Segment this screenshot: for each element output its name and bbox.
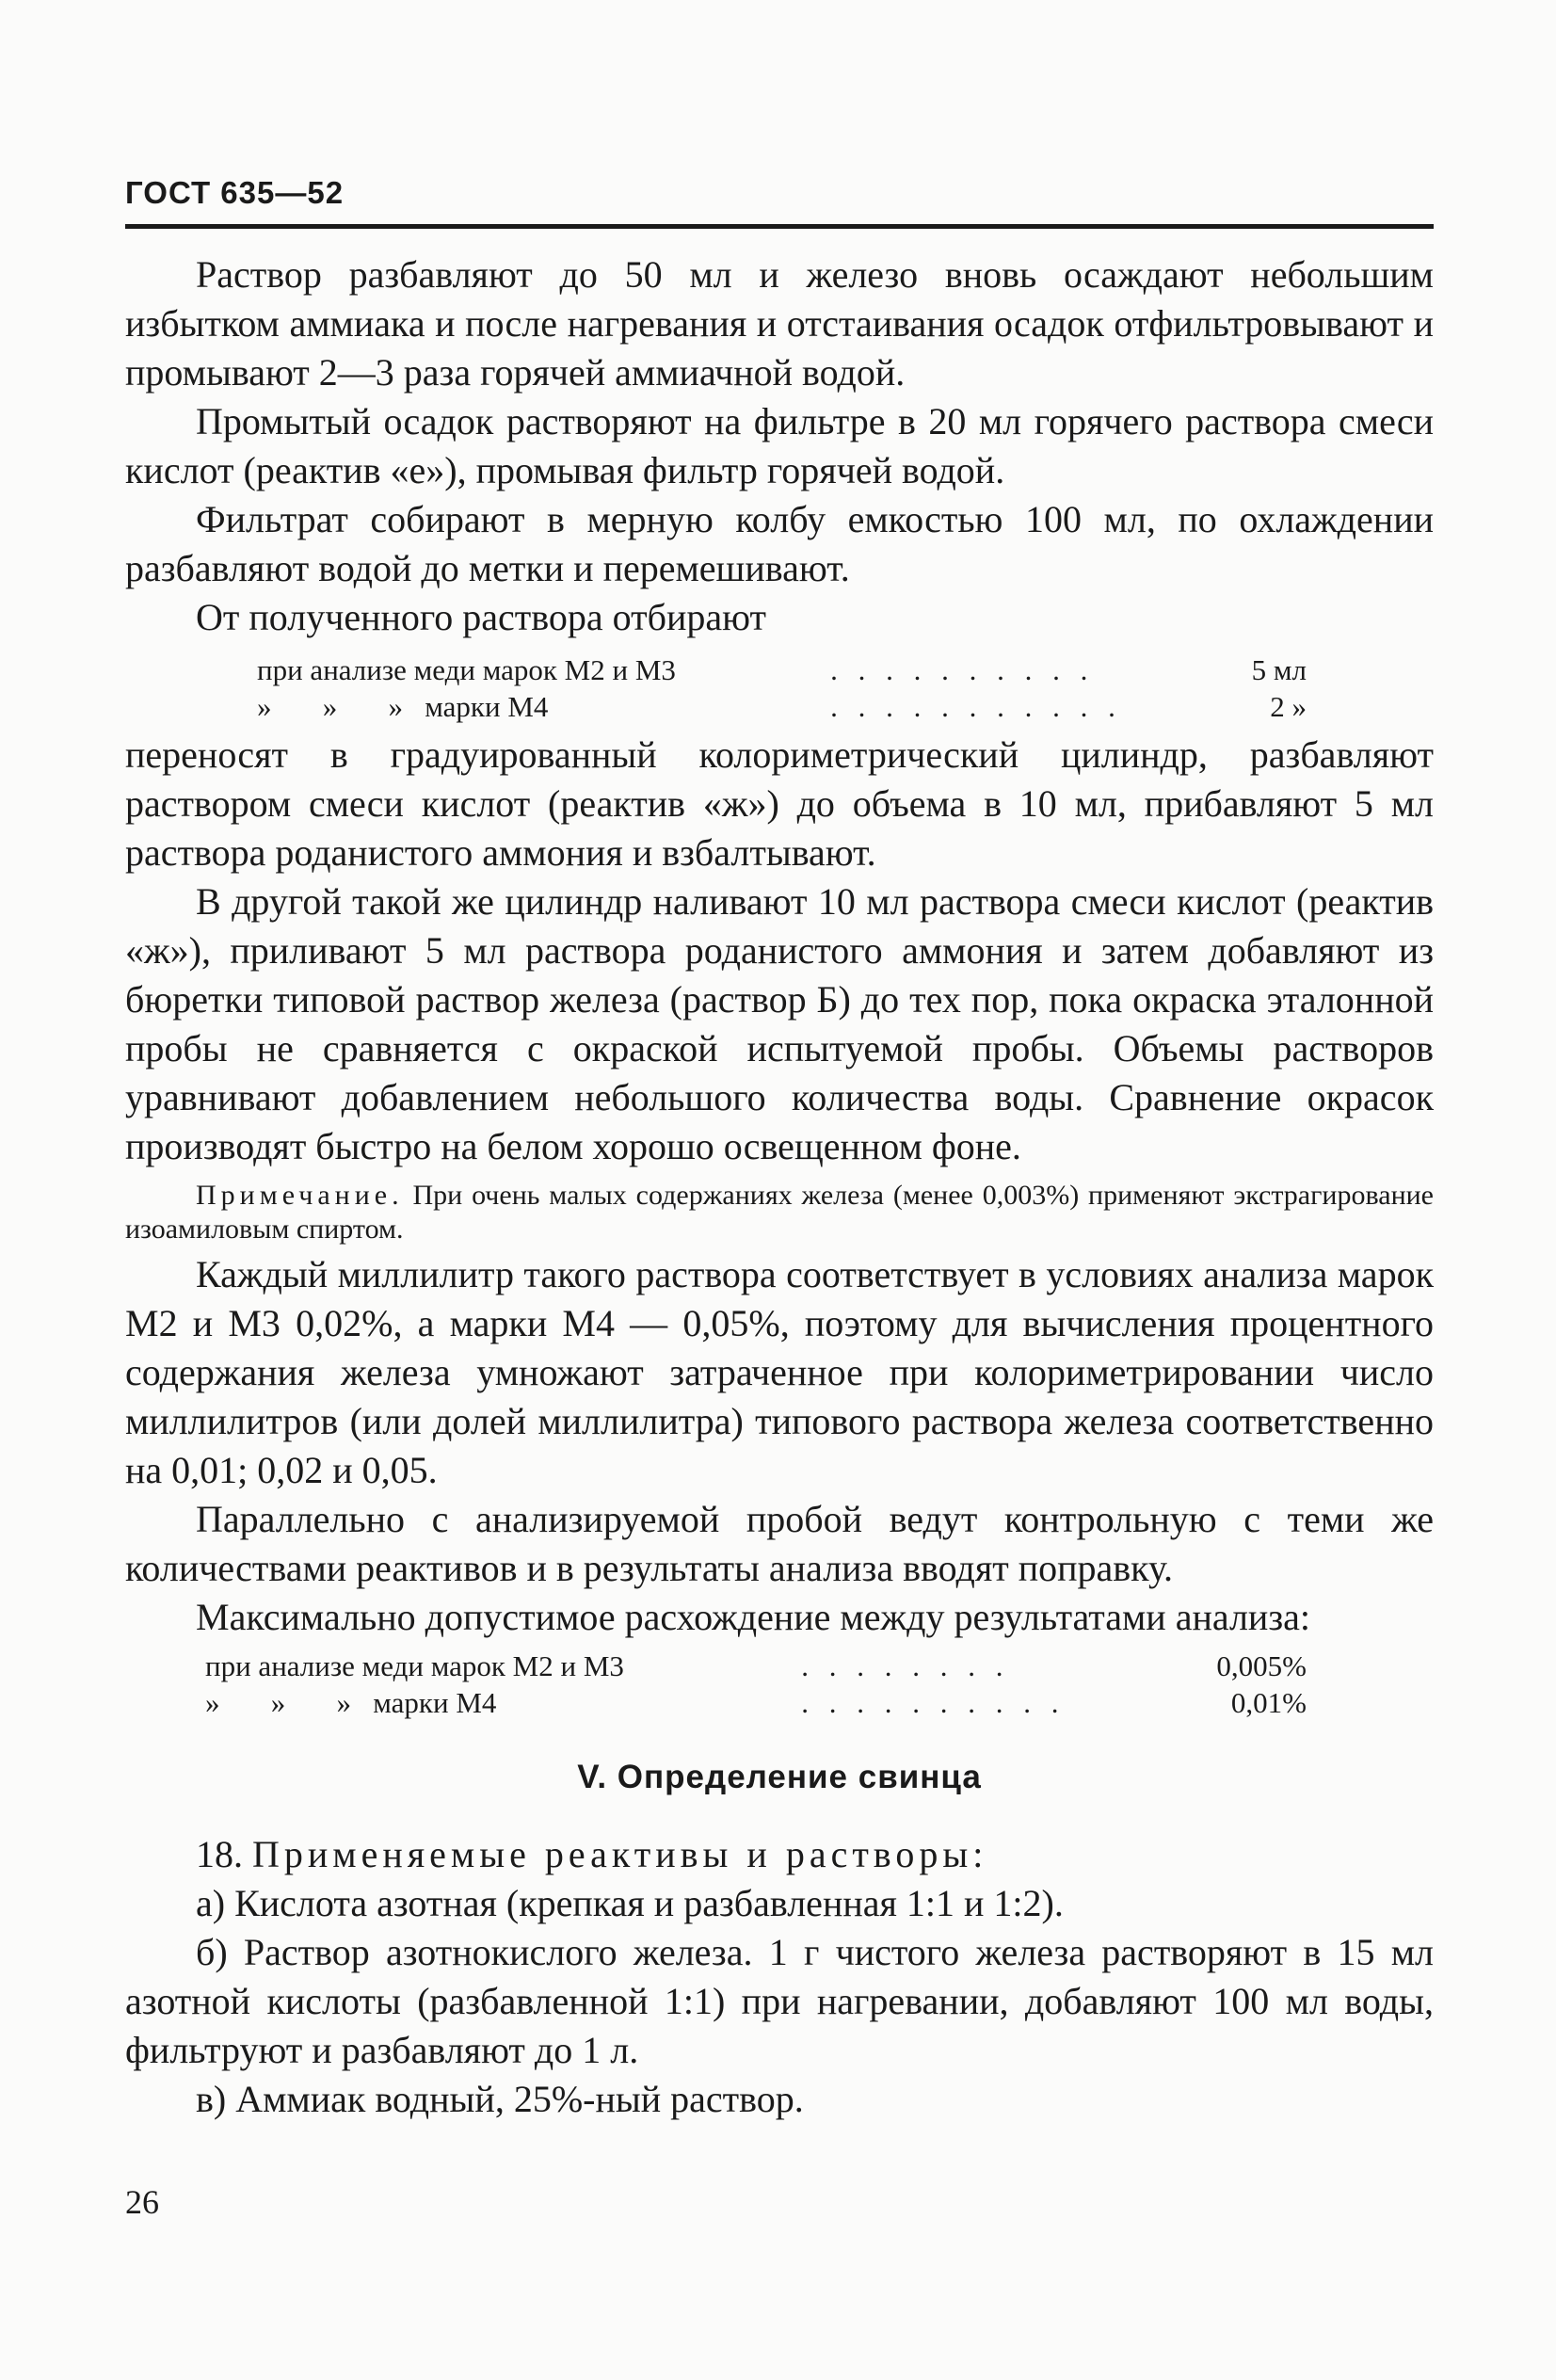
list-item-b: б) Раствор азотнокислого железа. 1 г чистого железа растворяют в 15 мл азотной кислоты (разбавленной 1:1) при нагревании, добавляют 100 мл воды, фильтруют и разбавляют до 1 л. xyxy=(125,1931,1434,2071)
item-18-number: 18. xyxy=(196,1833,243,1875)
item-18-title: Применяемые реактивы и растворы: xyxy=(252,1833,988,1875)
header-rule xyxy=(125,224,1434,229)
leader-dots: . . . . . . . . . . xyxy=(801,1686,1066,1719)
leader-dots: . . . . . . . . . . xyxy=(830,653,1095,686)
document-header: ГОСТ 635—52 xyxy=(125,175,345,210)
row-label: » » » марки М4 xyxy=(205,1686,497,1719)
row-value: 2 » xyxy=(1270,690,1307,723)
table-row xyxy=(205,1648,1307,1684)
row-label: при анализе меди марок М2 и М3 xyxy=(205,1649,624,1682)
row-value: 0,01% xyxy=(1230,1686,1307,1719)
leader-dots: . . . . . . . . . . . xyxy=(830,690,1122,723)
leader-dots: . . . . . . . . xyxy=(801,1649,1010,1682)
table-row xyxy=(205,1684,1307,1721)
document-body xyxy=(125,250,1434,2124)
paragraph-9: Максимально допустимое расхождение между результатами анализа: xyxy=(196,1596,1311,1638)
item-18 xyxy=(125,1830,1434,1879)
row-value: 5 мл xyxy=(1251,653,1307,686)
list-item-c: в) Аммиак водный, 25%-ный раствор. xyxy=(196,2078,804,2120)
sample-volume-table xyxy=(257,651,1307,725)
paragraph-7: Каждый миллилитр такого раствора соответствует в условиях анализа марок М2 и М3 0,02%, а марки М4 — 0,05%, поэтому для вычисления процентного содержания железа умножают затраченное при колориметрировании число миллилитров (или долей миллилитра) типового раствора железа соответственно на 0,01; 0,02 и 0,05. xyxy=(125,1253,1434,1491)
paragraph-8: Параллельно с анализируемой пробой ведут контрольную с теми же количествами реактивов и в результаты анализа вводят поправку. xyxy=(125,1498,1434,1589)
list-item-a: а) Кислота азотная (крепкая и разбавленная 1:1 и 1:2). xyxy=(196,1882,1064,1924)
row-value: 0,005% xyxy=(1216,1649,1307,1682)
table-row xyxy=(257,651,1307,688)
note xyxy=(125,1179,1434,1246)
note-text: При очень малых содержаниях железа (менее 0,003%) применяют экстрагирование изоамиловым спиртом. xyxy=(125,1180,1434,1245)
section-title: V. Определение свинца xyxy=(577,1759,982,1795)
table-row xyxy=(257,688,1307,725)
paragraph-5: переносят в градуированный колориметрический цилиндр, разбавляют раствором смеси кислот (реактив «ж») до объема в 10 мл, прибавляют 5 мл раствора роданистого аммония и взбалтывают. xyxy=(125,733,1434,874)
page-number: 26 xyxy=(125,2183,159,2221)
paragraph-4: От полученного раствора отбирают xyxy=(196,596,766,638)
paragraph-1: Раствор разбавляют до 50 мл и железо вновь осаждают небольшим избытком аммиака и после нагревания и отстаивания осадок отфильтровывают и промывают 2—3 раза горячей аммиачной водой. xyxy=(125,253,1434,394)
paragraph-2: Промытый осадок растворяют на фильтре в 20 мл горячего раствора смеси кислот (реактив «е»), промывая фильтр горячей водой. xyxy=(125,400,1434,491)
paragraph-6: В другой такой же цилиндр наливают 10 мл раствора смеси кислот (реактив «ж»), приливают 5 мл раствора роданистого аммония и затем добавляют из бюретки типовой раствор железа (раствор Б) до тех пор, пока окраска эталонной пробы не сравняется с окраской испытуемой пробы. Объемы растворов уравнивают добавлением небольшого количества воды. Сравнение окрасок производят быстро на белом хорошо освещенном фоне. xyxy=(125,880,1434,1167)
note-label: Примечание. xyxy=(196,1180,404,1211)
row-label: при анализе меди марок М2 и М3 xyxy=(257,653,676,686)
row-label: » » » марки М4 xyxy=(257,690,549,723)
tolerance-table xyxy=(205,1648,1307,1721)
paragraph-3: Фильтрат собирают в мерную колбу емкостью 100 мл, по охлаждении разбавляют водой до метки и перемешивают. xyxy=(125,498,1434,589)
